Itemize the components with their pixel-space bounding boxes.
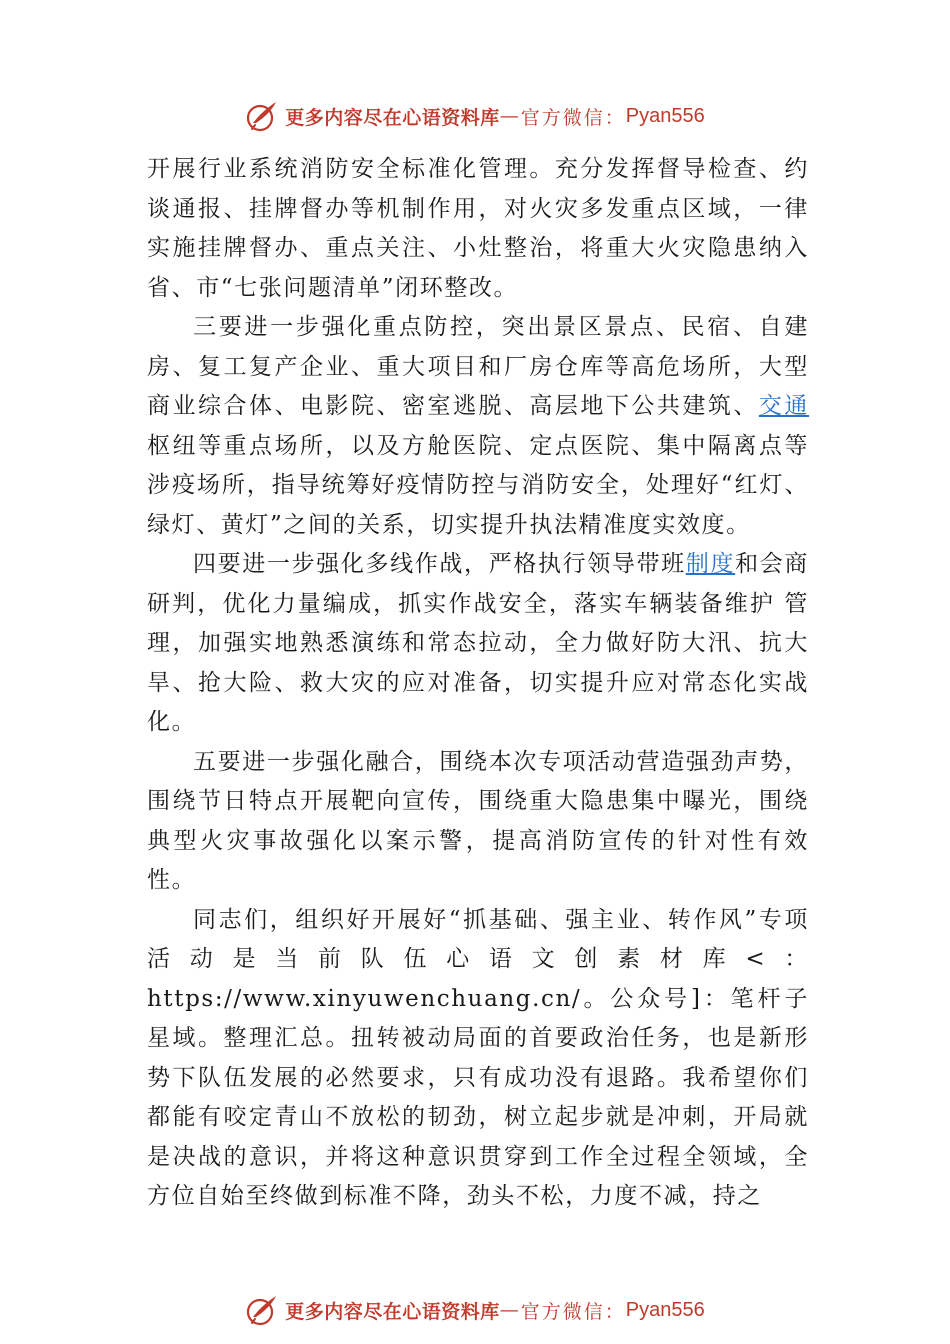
banner-wechat-label: 官方微信： xyxy=(520,1300,626,1323)
document-body xyxy=(147,150,809,1217)
footer-banner xyxy=(0,1290,950,1330)
banner-wechat-id: Pyan556 xyxy=(625,1298,705,1321)
paragraph xyxy=(147,308,809,545)
paragraph-text: 四要进一步强化多线作战，严格执行领导带班 xyxy=(193,551,686,577)
banner-wechat-id: Pyan556 xyxy=(625,104,705,127)
paragraph-text: 五要进一步强化融合，围绕本次专项活动营造强劲声势，围绕节日特点开展靶向宣传，围绕重大隐患集中曝光，围绕典型火灾事故强化以案示警，提高消防宣传的针对性有效性。 xyxy=(147,748,809,893)
inline-link[interactable]: 制度 xyxy=(685,551,736,577)
paragraph-text: 三要进一步强化重点防控，突出景区景点、民宿、自建房、复工复产企业、重大项目和厂房仓库等高危场所，大型商业综合体、电影院、密室逃脱、高层地下公共建筑、 xyxy=(147,314,809,419)
banner-site-text: 更多内容尽在心语资料库 xyxy=(285,1300,500,1323)
inline-link[interactable]: 交通 xyxy=(758,393,810,419)
paragraph-text: 开展行业系统消防安全标准化管理。充分发挥督导检查、约谈通报、挂牌督办等机制作用，对火灾多发重点区域，一律实施挂牌督办、重点关注、小灶整治，将重大火灾隐患纳入省、市“七张问题清单”闭环整改。 xyxy=(147,156,809,301)
quill-pen-logo-icon xyxy=(245,1293,279,1327)
header-banner xyxy=(0,96,950,136)
paragraph xyxy=(147,743,809,901)
paragraph-text: 枢纽等重点场所，以及方舱医院、定点医院、集中隔离点等涉疫场所，指导统筹好疫情防控与消防安全，处理好“红灯、绿灯、黄灯”之间的关系，切实提升执法精准度实效度。 xyxy=(147,432,809,538)
paragraph xyxy=(147,545,809,743)
paragraph xyxy=(147,150,809,308)
banner-dash: — xyxy=(499,105,521,127)
banner-site-text: 更多内容尽在心语资料库 xyxy=(285,106,500,129)
banner-wechat-label: 官方微信： xyxy=(520,106,626,129)
quill-pen-logo-icon xyxy=(245,99,279,133)
banner-dash: — xyxy=(499,1299,521,1321)
paragraph xyxy=(147,901,809,1217)
paragraph-text: 同志们，组织好开展好“抓基础、强主业、转作风”专项活动是当前队伍心语文创素材库<：https://www.xinyuwenchuang.cn/。公众号]：笔杆子星域。整理汇总。扭转被动局面的首要政治任务，也是新形势下队伍发展的必然要求，只有成功没有退路。我希望你们都能有咬定青山不放松的韧劲，树立起步就是冲刺，开局就是决战的意识，并将这种意识贯穿到工作全过程全领域，全方位自始至终做到标准不降，劲头不松，力度不减，持之 xyxy=(147,906,809,1209)
paragraph-text: 和会商研判，优化力量编成，抓实作战安全，落实车辆装备维护 管理，加强实地熟悉演练和常态拉动，全力做好防大汛、抗大旱、抢大险、救大灾的应对准备，切实提升应对常态化实战化。 xyxy=(147,551,810,735)
